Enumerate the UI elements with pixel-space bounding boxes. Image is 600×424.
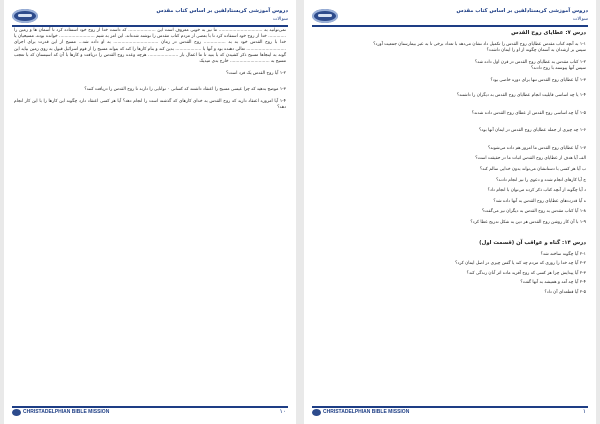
header-subtitle: سوالات [272, 17, 288, 22]
question: ۱-۴ یا چه اساسی قابلیت انجام عطایای روح القدس به دیگران را داشتند؟ [456, 92, 586, 98]
question-part: ج آیا کارهای انجام شده و دعوی را نیز انجام دادند؟ [496, 177, 586, 183]
mission-logo-icon [12, 9, 38, 23]
question-part: د آیا چگونه از آنچه کتاب ذکر کرده می‌توان با انجام داد؟ [487, 188, 586, 194]
page-number: ۱ [582, 408, 586, 415]
question: ۱-۶ چه چیزی از جمله عطایای روح القدس در ایمان آنها بود؟ [479, 128, 586, 134]
lesson-title: درس ۷: عطایای روح القدس [511, 30, 586, 36]
question: ۱-۷ آیا عطایای روح القدس ما امروز هم داده می‌شوند؟ [488, 145, 586, 151]
question-part: ه آیا قدرت‌های عطایای روح القدس به آنها داده شد؟ [493, 198, 586, 204]
page-footer [312, 406, 588, 418]
question: ۱-۲ آیا روح القدس یک فرد است؟ [226, 71, 286, 77]
question: ۱-۳ موضح بدهید که چرا عیسی مسیح را اعتقاد داشتند که کسانی ۰ توانایی را دارند تا روح القدس را دریافت کنند؟ [84, 86, 286, 92]
question-part: ب آیا هر کسی با دستانشان می‌تواند بدون خدایی سالم کند؟ [479, 166, 586, 172]
header-divider [312, 25, 588, 27]
header-subtitle: سوالات [572, 17, 588, 22]
footer-divider [12, 406, 288, 408]
question: ۲-۴ آیا چه آمد و همیشه به آنها گفت؟ [520, 280, 586, 286]
question: ۱-۲ کتاب مقدس به عطایای روح القدس در قرن اول داده شد؟ [474, 60, 586, 66]
page-left [4, 0, 296, 424]
header-title: دروس آموزشی کریستادلفین بر اساس کتاب مقدس [456, 8, 588, 14]
fill-in-paragraph: نمی‌توانید به ................................ ما نیز به خوبی معروف است این .................... که داست خدا از روح خود استفاده کرد تا آسمان ها و زمین را ............. خدا از روح خود استفاده کرد تا با بعضی از مردم کتاب مقدس را نوشته شده‌اند. این امر به شیم .......................... خوانده بوده، مسیحیان یا خدا با روح القدس خود به به ................ روح القدس در زمان ................................. به او داده شد... مسیح از این قدرت برای اجرای ............................. تعالی دهنده بود و آنها با ................... بدین کند و بنام کارها را کند که بتواند مسیح را از قوم اسرائیل قبول به روی زمین بیاید این گونه به اینجا‌ها مسیح ذکر کشیدن که با بتید تا ما اعمال بار ...................... هرچه وعده روح القدس را دریافت و کارها با آن که اسیستان که با تعجب مسیح به ............................. خارج بدی میدیک [14, 28, 286, 65]
mission-logo-icon [312, 9, 338, 23]
question: سپس آنها پیوسته با روح دادند؟ [531, 65, 586, 71]
question: ۲-۱ آیا چگونه ساخته شد؟ [540, 251, 586, 257]
lesson-title: درس ۱۴: گناه و عواقب آن (قسمت اول) [479, 239, 586, 246]
footer-organization: CHRISTADELPHIAN BIBLE MISSION [23, 409, 110, 415]
left-page-content [14, 28, 286, 117]
question: ۲-۲ آیا چه خدا را روزی که مردم چه کند یا گفتن چیزی در اصل ایمان کرد؟ [455, 261, 586, 267]
question-part: الف آیا هدف از عطایای روح القدس اثبات ما در حقیقت است؟ [475, 156, 586, 162]
question: ۲-۵ آیا قطعه‌ای آن داد؟ [544, 289, 586, 295]
page-right [304, 0, 596, 424]
question: ۱-۳ آیا عطایای روح القدس تنها برای دوره خاصی بود؟ [490, 78, 586, 84]
footer-divider [312, 406, 588, 408]
question: ۱-۵ آیا چه اساسی روح القدس از عطای روح القدس داده شدند؟ [471, 110, 586, 116]
right-page-content [314, 28, 586, 295]
footer-organization: CHRISTADELPHIAN BIBLE MISSION [323, 409, 410, 415]
question: ۲-۳ آیا پیدایش چرا هر کسی که روح آفرید ماده اثر آنان زندگی کند؟ [466, 270, 586, 276]
question: سپس بر ارشدان به آسمان چگونه از او را ایمان داشت؟ [486, 47, 586, 53]
question: ۱-۸ آیا کتاب مقدس به روح القدس به دیگران نیز می‌گفت؟ [482, 209, 586, 215]
header-divider [12, 25, 288, 27]
page-number: ۱۰ [279, 408, 286, 415]
question: ۱-۹ با آن کار روشن روح القدس هر دین به شکل تدریج عطا کرد؟ [470, 219, 586, 225]
footer-logo-icon [312, 409, 321, 416]
page-footer [12, 406, 288, 418]
footer-logo-icon [12, 409, 21, 416]
question: ۱-۴ آیا امروزه اعتقاد دارید که روح القدس به خدای کارهای که گذشته است را انجام دهد؟ آیا هر کسی اعتقاد دارد چگونه این کارها را با این کار انجام دهد؟ [14, 99, 286, 111]
header-title: دروس آموزشی کریستادلفین بر اساس کتاب مقدس [156, 8, 288, 14]
question: ۱-۱ به آنچه کتاب مقدس عطایای روح القدس را تکمیل داد نشان می‌دهد با تعداد برخی تا به عبر بیمارستان جمعیت آورد؟ [373, 42, 586, 47]
